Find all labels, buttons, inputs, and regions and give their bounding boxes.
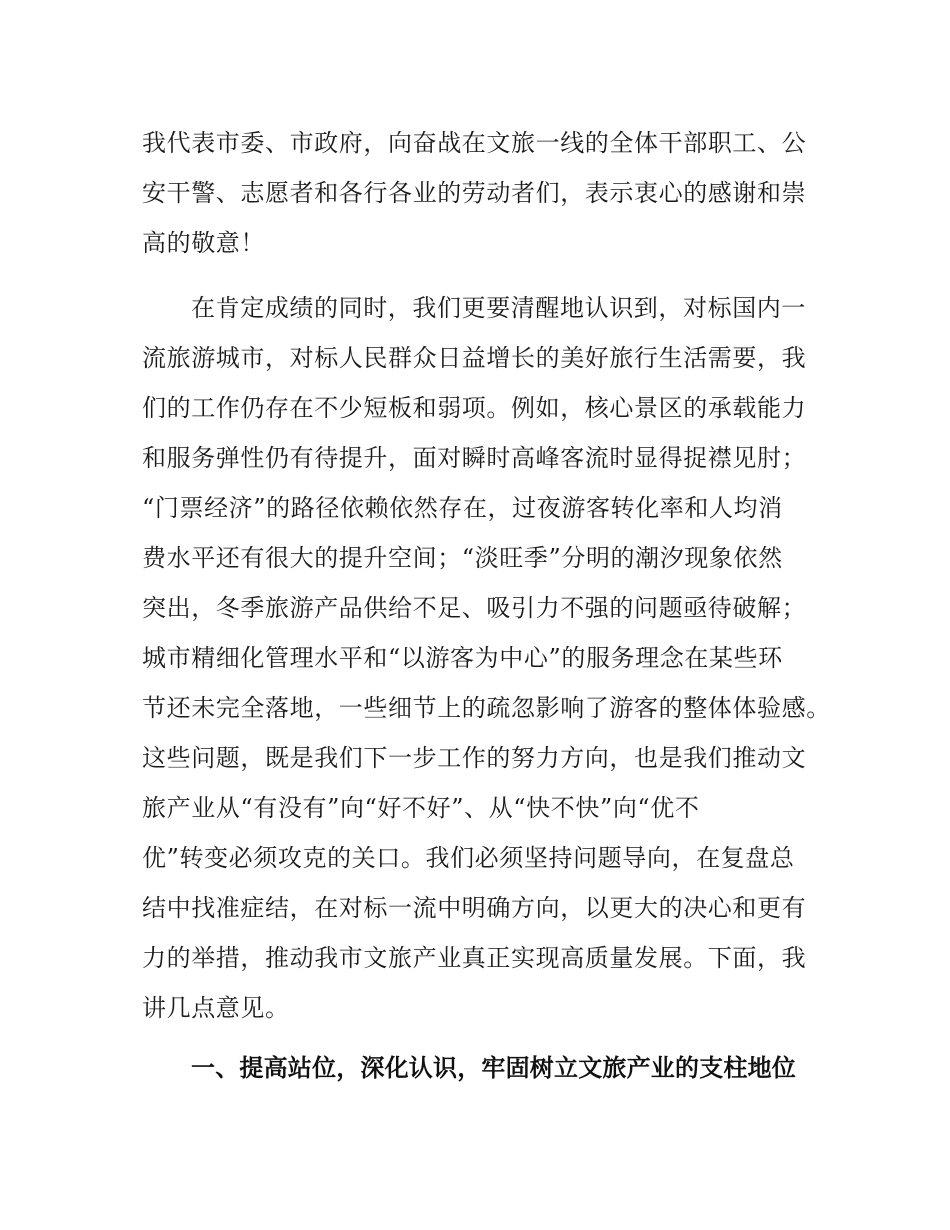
text-line: 城市精细化管理水平和“以游客为中心”的服务理念在某些环 [142,644,783,672]
text-line: 流旅游城市，对标人民群众日益增长的美好旅行生活需要，我 [142,344,807,372]
text-line: 突出，冬季旅游产品供给不足、吸引力不强的问题亟待破解； [142,594,807,622]
text-line: 费水平还有很大的提升空间；“淡旺季”分明的潮汐现象依然 [142,544,783,572]
paragraph-problems [142,283,831,1033]
text-line: 高的敬意！ [142,229,265,257]
document-page [142,118,831,1093]
text-line: 这些问题，既是我们下一步工作的努力方向，也是我们推动文 [142,744,807,772]
text-line: 安干警、志愿者和各行各业的劳动者们，表示衷心的感谢和崇 [142,179,807,207]
section-heading: 一、提高站位，深化认识，牢固树立文旅产业的支柱地位 [191,1054,796,1082]
text-line: 讲几点意见。 [142,994,290,1022]
text-line: 我代表市委、市政府，向奋战在文旅一线的全体干部职工、公 [142,129,807,157]
text-line: 力的举措，推动我市文旅产业真正实现高质量发展。下面，我 [142,944,807,972]
text-line: 结中找准症结，在对标一流中明确方向，以更大的决心和更有 [142,894,807,922]
text-line: 们的工作仍存在不少短板和弱项。例如，核心景区的承载能力 [142,394,807,422]
text-line: 节还未完全落地，一些细节上的疏忽影响了游客的整体体验感。 [142,694,831,722]
text-line: 和服务弹性仍有待提升，面对瞬时高峰客流时显得捉襟见肘； [142,444,807,472]
paragraph-gratitude [142,118,814,268]
text-line: 在肯定成绩的同时，我们更要清醒地认识到，对标国内一 [191,294,806,322]
text-line: 旅产业从“有没有”向“好不好”、从“快不快”向“优不 [142,794,700,822]
text-line: “门票经济”的路径依赖依然存在，过夜游客转化率和人均消 [142,494,783,522]
text-line: 优”转变必须攻克的关口。我们必须坚持问题导向，在复盘总 [142,844,795,872]
